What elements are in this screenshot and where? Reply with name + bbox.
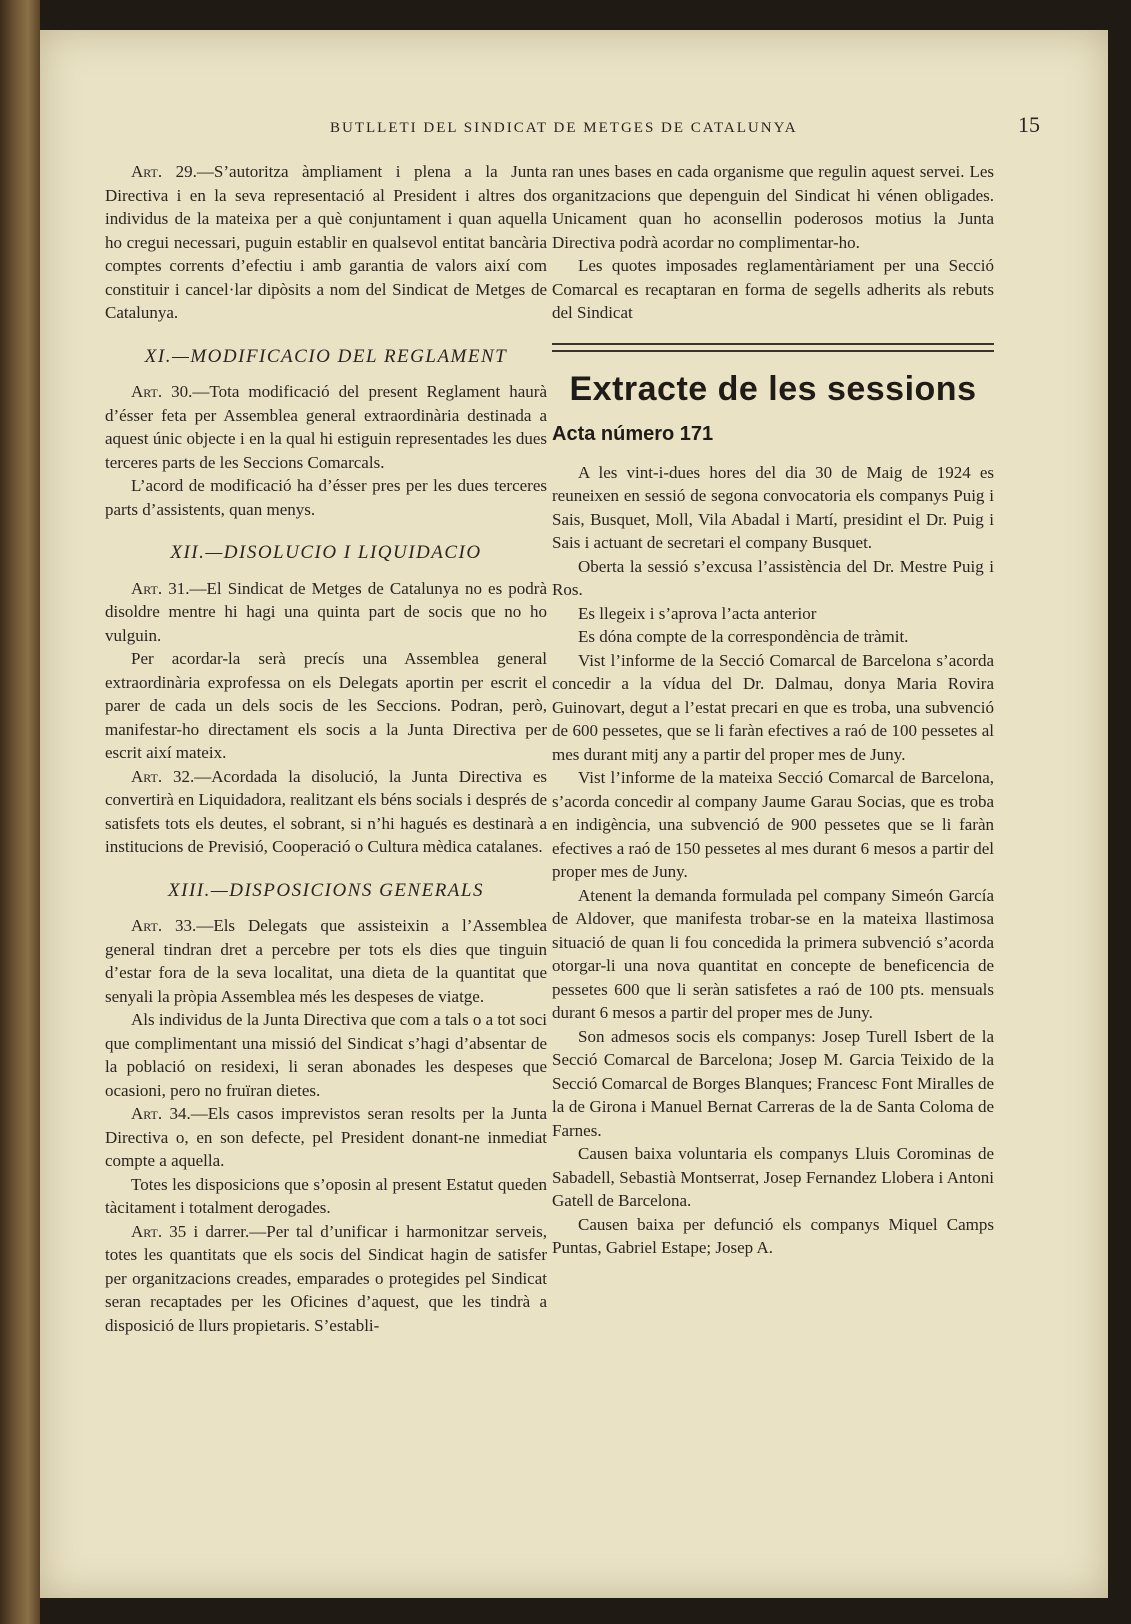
paragraph: L’acord de modificació ha d’ésser pres per les dues terceres parts d’assistents, quan menys. [105, 476, 547, 519]
paragraph: Es llegeix i s’aprova l’acta anterior [578, 603, 817, 623]
paragraph-art-33: Art. 33.—Els Delegats que assisteixin a l’Assemblea general tindran dret a percebre per tots els dies que tinguin d’estar fora de la seva localitat, una dieta de la quantitat que senyali la pròpia Assemblea més les despeses de viatge. [105, 916, 547, 1006]
left-column [105, 160, 547, 1337]
article-label: Art. 32. [131, 766, 195, 786]
article-label: Art. 33. [131, 916, 197, 935]
paragraph: Causen baixa voluntaria els companys Lluis Corominas de Sabadell, Sebastià Montserrat, Josep Fernandez Llobera i Antoni Gatell de Barcelona. [552, 1144, 994, 1210]
running-title: BUTLLETI DEL SINDICAT DE METGES DE CATALUNYA [330, 120, 798, 136]
section-heading-xiii: XIII.—DISPOSICIONS GENERALS [168, 879, 484, 901]
paragraph: Son admesos socis els companys: Josep Turell Isbert de la Secció Comarcal de Barcelona; Josep M. Garcia Teixido de la Secció Comarcal de Borges Blanques; Francesc Font Miralles de la de Girona i Manuel Bernat Carreras de la de Santa Coloma de Farnes. [552, 1026, 994, 1140]
paragraph: Les quotes imposades reglamentàriament per una Secció Comarcal es recaptaran en forma de segells adherits als rebuts del Sindicat [552, 256, 994, 322]
paragraph-art-34: Art. 34.—Els casos imprevistos seran resolts per la Junta Directiva o, en son defecte, pel President donant-ne inmediat compte a aquella. [105, 1104, 547, 1170]
paragraph: Causen baixa per defunció els companys Miquel Camps Puntas, Gabriel Estape; Josep A. [552, 1214, 994, 1257]
paragraph-art-30: Art. 30.—Tota modificació del present Reglament haurà d’ésser feta per Assemblea general extraordinària destinada a aquest únic objecte i en la qual hi estiguin representades les dues terceres parts de les Seccions Comarcals. [105, 382, 547, 472]
article-label: Art. 34. [131, 1104, 191, 1123]
paragraph: Oberta la sessió s’excusa l’assistència del Dr. Mestre Puig i Ros. [552, 556, 994, 599]
book-binding [0, 0, 40, 1624]
page-header [40, 110, 1040, 150]
section-heading-xi: XI.—MODIFICACIO DEL REGLAMENT [144, 345, 508, 367]
section-title: Extracte de les sessions [569, 369, 977, 408]
page-number: 15 [1018, 112, 1040, 137]
paragraph-continued: ran unes bases en cada organisme que regulin aquest servei. Les organitzacions que depenguin del Sindicat hi vénen obligades. Unicament quan ho aconsellin poderosos motius la Junta Directiva podrà acordar no complimentar-ho. [552, 162, 994, 252]
paragraph-art-35: Art. 35 i darrer.—Per tal d’unificar i harmonitzar serveis, totes les quantitats que els socis del Sindicat hagin de satisfer per organitzacions creades, emparades o protegides pel Sindicat seran recaptades per les Oficines d’aquest, que les tindrà a disposició de llurs propietaris. S’establi- [105, 1221, 548, 1335]
paragraph: Vist l’informe de la mateixa Secció Comarcal de Barcelona, s’acorda concedir al company Jaume Garau Socias, que es troba en indigència, una subvenció de 900 pessetes que se li faràn efectives a raó de 150 pessetes al mes durant 6 mesos a partir del proper mes de Juny. [552, 768, 994, 881]
double-rule-divider [552, 343, 994, 352]
paragraph: Als individus de la Junta Directiva que com a tals o a tot soci que complimentant una missió del Sindicat s’hagi d’absentar de la població on residexi, li seran abonades les despeses que ocasioni, pero no fruïran dietes. [105, 1010, 547, 1100]
paragraph: Per acordar-la serà precís una Assemblea general extraordinària exprofessa on els Delegats aportin per escrit el parer de cada un dels socis de les Seccions. Podran, però, manifestar-ho directament els socis a la Junta Directiva per escrit així mateix. [105, 649, 547, 762]
paragraph: Es dóna compte de la correspondència de tràmit. [578, 627, 909, 646]
right-column [552, 160, 994, 1260]
paragraph: Totes les disposicions que s’oposin al present Estatut queden tàcitament i totalment derogades. [105, 1174, 547, 1217]
article-label: Art. 30. [131, 382, 193, 401]
paragraph: Vist l’informe de la Secció Comarcal de Barcelona s’acorda concedir a la vídua del Dr. Dalmau, donya Maria Rovira Guinovart, degut a l’estat precari en que es troba, una subvenció de 600 pessetes, que se li faràn efectives a raó de 100 pessetes al mes durant mitj any a partir del proper mes de Juny. [552, 650, 994, 764]
paragraph-art-31: Art. 31.—El Sindicat de Metges de Catalunya no es podrà disoldre mentre hi hagi una quinta part de socis que no ho vulguin. [105, 578, 548, 645]
acta-heading: Acta número 171 [552, 423, 714, 445]
article-label: Art. 31. [131, 578, 190, 598]
article-label: Art. 35 [131, 1221, 187, 1241]
document-page [40, 30, 1108, 1598]
paragraph: Atenent la demanda formulada pel company Simeón García de Aldover, que manifesta trobar-se en la mateixa llastimosa situació de quan li fou concedida la primera subvenció s’acorda otorgar-li una nova quantitat en concepte de beneficencia de pessetes 600 que li seràn satisfetes a raó de 100 pts. mensuals durant 6 mesos a partir del proper mes de Juny. [552, 885, 994, 1022]
section-heading-xii: XII.—DISOLUCIO I LIQUIDACIO [170, 542, 482, 563]
article-label: Art. 29. [131, 162, 197, 181]
paragraph-art-32: Art. 32.—Acordada la disolució, la Junta Directiva es convertirà en Liquidadora, realitzant els béns socials i després de satisfets tots els deutes, el sobrant, si n’hi hagués es destinarà a institucions de Previsió, Cooperació o Cultura mèdica catalanes. [105, 766, 547, 856]
paragraph: A les vint-i-dues hores del dia 30 de Maig de 1924 es reuneixen en sessió de segona convocatoria els companys Puig i Sais, Busquet, Moll, Vila Abadal i Martí, presidint el Dr. Puig i Sais i actuant de secretari el company Busquet. [552, 462, 994, 552]
paragraph-art-29: Art. 29.—S’autoritza àmpliament i plena a la Junta Directiva i en la seva representació al President i altres dos individus de la mateixa per a què conjuntament i quan aquella ho cregui necessari, puguin establir en qualsevol entitat bancària comptes corrents d’efectiu i amb garantia de valors així com constituir i cancel·lar dipòsits a nom del Sindicat de Metges de Catalunya. [105, 162, 548, 322]
